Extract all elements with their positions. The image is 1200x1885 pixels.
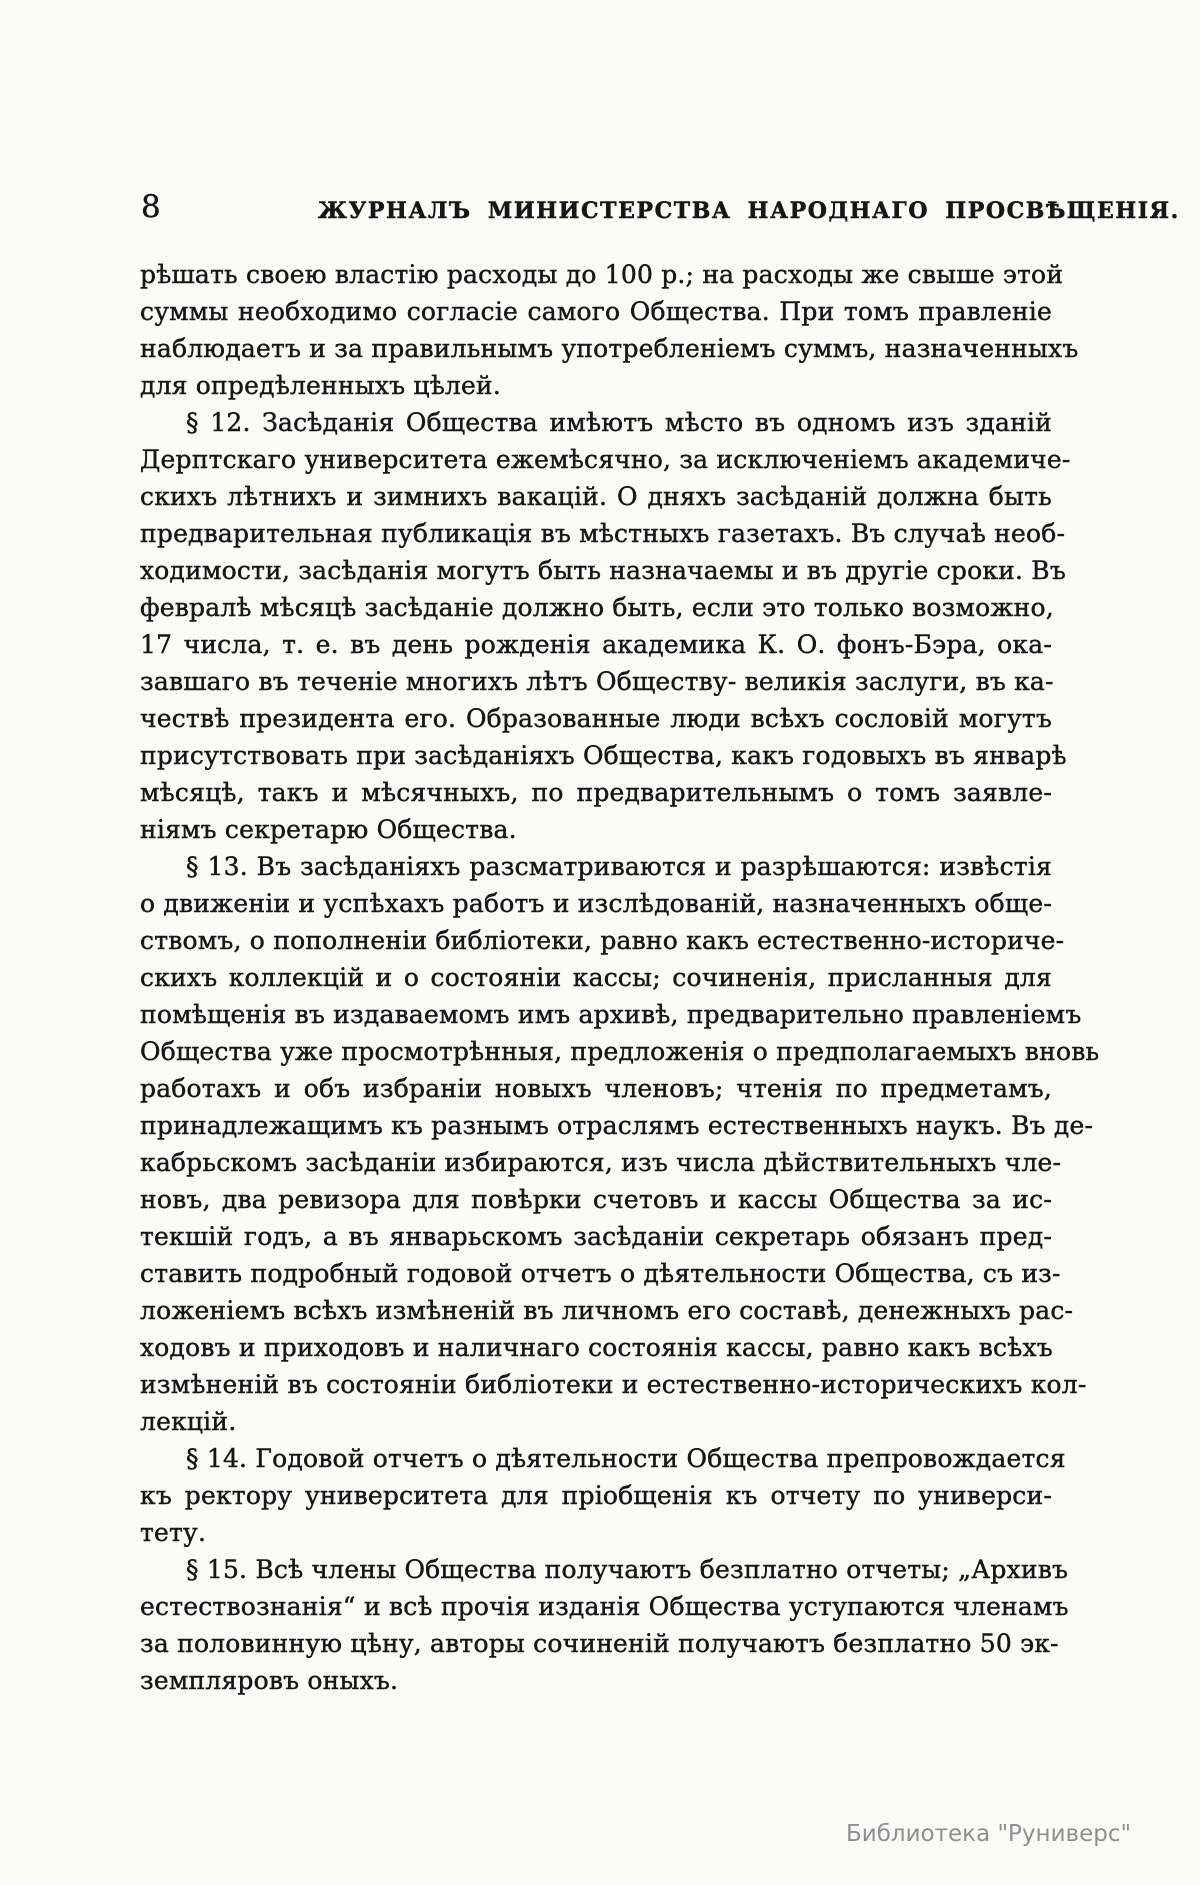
paragraph xyxy=(140,256,1079,404)
text-line: § 15. Всѣ члены Общества получаютъ безплатно отчеты; „Архивъ xyxy=(186,1555,1069,1584)
text-line: февралѣ мѣсяцѣ засѣданіе должно быть, если это только возможно, xyxy=(140,593,1054,622)
text-line: скихъ лѣтнихъ и зимнихъ вакацій. О дняхъ засѣданій должна быть xyxy=(140,482,1052,511)
text-line: лекцій. xyxy=(140,1407,237,1436)
text-line: суммы необходимо согласіе самого Общества. При томъ правленіе xyxy=(140,297,1052,326)
text-line: земпляровъ оныхъ. xyxy=(140,1666,399,1695)
running-title: ЖУРНАЛЪ МИНИСТЕРСТВА НАРОДНАГО ПРОСВѢЩЕНІЯ. xyxy=(318,198,1180,224)
text-line: естествознанія“ и всѣ прочія изданія Общества уступаются членамъ xyxy=(140,1592,1069,1621)
text-line: новъ, два ревизора для повѣрки счетовъ и кассы Общества за ис- xyxy=(140,1185,1052,1214)
text-line: рѣшать своею властію расходы до 100 р.; на расходы же свыше этой xyxy=(140,260,1064,289)
text-line: Общества уже просмотрѣнныя, предложенія о предполагаемыхъ вновь xyxy=(140,1037,1100,1066)
text-line: тету. xyxy=(140,1518,207,1547)
text-line: § 12. Засѣданія Общества имѣютъ мѣсто въ одномъ изъ зданій xyxy=(186,408,1052,437)
text-line: ставить подробный годовой отчетъ о дѣятельности Общества, съ из- xyxy=(140,1259,1061,1288)
text-line: ходимости, засѣданія могутъ быть назначаемы и въ другіе сроки. Въ xyxy=(140,556,1066,585)
watermark: Библиотека "Руниверс" xyxy=(846,1821,1132,1847)
body-text xyxy=(140,256,1100,1699)
text-line: предварительная публикація въ мѣстныхъ газетахъ. Въ случаѣ необ- xyxy=(140,519,1066,548)
text-line: помѣщенія въ издаваемомъ имъ архивѣ, предварительно правленіемъ xyxy=(140,1000,1082,1029)
paragraph xyxy=(140,1440,1066,1551)
text-line: работахъ и объ избраніи новыхъ членовъ; чтенія по предметамъ, xyxy=(140,1074,1052,1103)
text-line: § 13. Въ засѣданіяхъ разсматриваются и разрѣшаются: извѣстія xyxy=(186,852,1052,881)
paragraph xyxy=(140,404,1071,848)
paragraph xyxy=(140,848,1100,1440)
text-line: принадлежащимъ къ разнымъ отраслямъ естественныхъ наукъ. Въ де- xyxy=(140,1111,1094,1140)
text-line: для опредѣленныхъ цѣлей. xyxy=(140,371,502,400)
page-number: 8 xyxy=(141,189,161,225)
text-line: ходовъ и приходовъ и наличнаго состоянія кассы, равно какъ всѣхъ xyxy=(140,1333,1053,1362)
text-line: текшій годъ, а въ январьскомъ засѣданіи секретарь обязанъ пред- xyxy=(140,1222,1052,1251)
text-line: измѣненій въ состояніи библіотеки и естественно-историческихъ кол- xyxy=(140,1370,1087,1399)
text-line: ніямъ секретарю Общества. xyxy=(140,815,517,844)
text-line: кабрьскомъ засѣданіи избираются, изъ числа дѣйствительныхъ чле- xyxy=(140,1148,1062,1177)
text-line: присутствовать при засѣданіяхъ Общества, какъ годовыхъ въ январѣ xyxy=(140,741,1067,770)
text-line: наблюдаетъ и за правильнымъ употребленіемъ суммъ, назначенныхъ xyxy=(140,334,1079,363)
text-line: скихъ коллекцій и о состояніи кассы; сочиненія, присланныя для xyxy=(140,963,1052,992)
text-line: о движеніи и успѣхахъ работъ и изслѣдованій, назначенныхъ обще- xyxy=(140,889,1052,918)
text-line: къ ректору университета для пріобщенія къ отчету по универси- xyxy=(140,1481,1052,1510)
text-line: Дерптскаго университета ежемѣсячно, за исключеніемъ академиче- xyxy=(140,445,1071,474)
text-line: ствомъ, о пополненіи библіотеки, равно какъ естественно-историче- xyxy=(140,926,1065,955)
text-line: мѣсяцѣ, такъ и мѣсячныхъ, по предварительнымъ о томъ заявле- xyxy=(140,778,1052,807)
text-line: § 14. Годовой отчетъ о дѣятельности Общества препровождается xyxy=(186,1444,1066,1473)
text-line: за половинную цѣну, авторы сочиненій получаютъ безплатно 50 эк- xyxy=(140,1629,1059,1658)
text-line: чествѣ президента его. Образованные люди всѣхъ сословій могутъ xyxy=(140,704,1052,733)
text-line: 17 числа, т. е. въ день рожденія академика К. О. фонъ-Бэра, ока- xyxy=(140,630,1052,659)
text-line: завшаго въ теченіе многихъ лѣтъ Обществу- великія заслуги, въ ка- xyxy=(140,667,1054,696)
text-line: ложеніемъ всѣхъ измѣненій въ личномъ его составѣ, денежныхъ рас- xyxy=(140,1296,1074,1325)
paragraph xyxy=(140,1551,1069,1699)
